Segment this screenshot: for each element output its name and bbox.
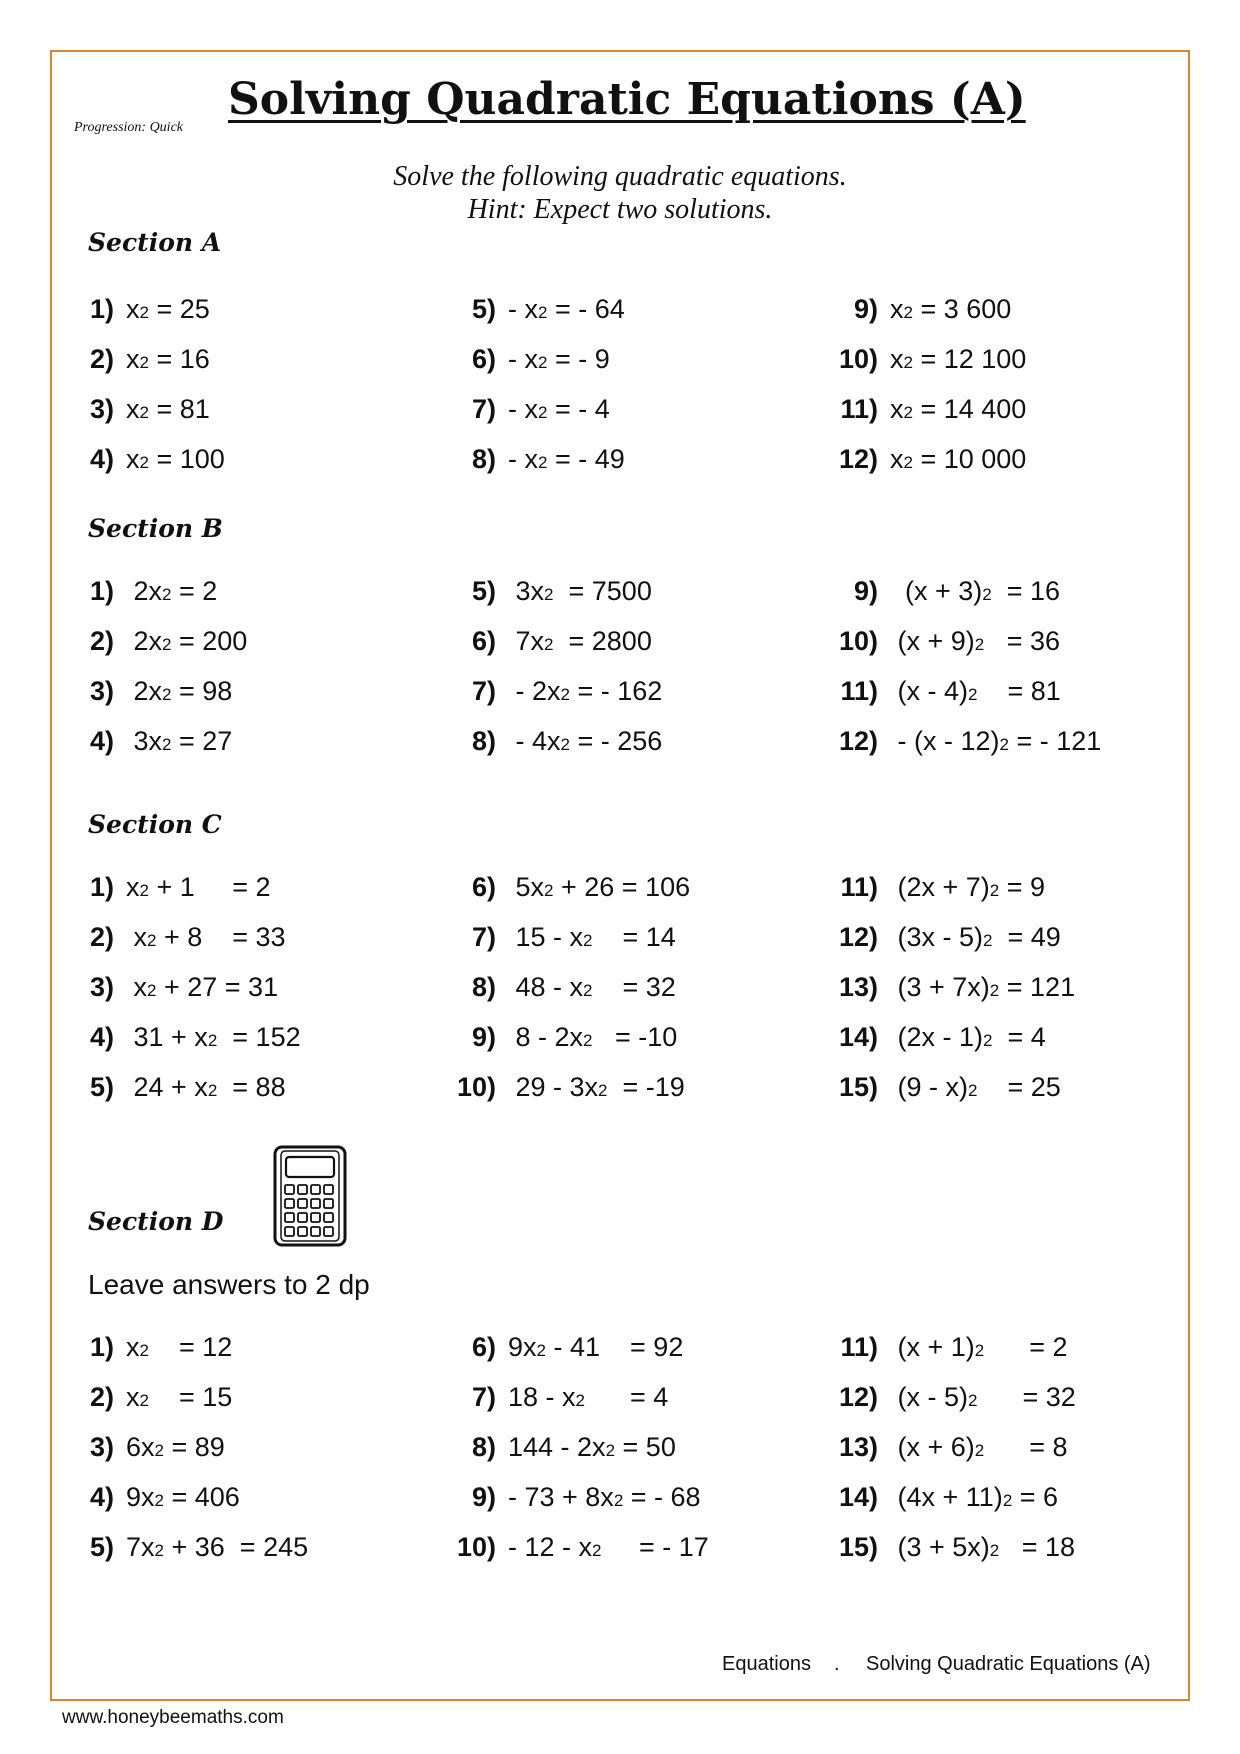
equation-term: 15 - x <box>508 922 584 952</box>
question-number: 9) <box>853 294 878 324</box>
question-item: 12) (3x - 5) 2 = 49 <box>808 924 1061 951</box>
question-number: 14) <box>838 1482 878 1512</box>
equation-rest: = 406 <box>164 1482 240 1512</box>
equation-rest: = 88 <box>217 1072 286 1102</box>
section-d-note: Leave answers to 2 dp <box>88 1269 370 1300</box>
equation-term: x <box>126 1332 140 1362</box>
question-item: 10) (x + 9) 2 = 36 <box>808 628 1060 655</box>
question-item: 3) 2x 2 = 98 <box>60 678 232 705</box>
question-item: 2) x 2 = 15 <box>60 1384 232 1411</box>
equation-rest: = 36 <box>984 626 1061 656</box>
question-number: 6) <box>471 1332 496 1362</box>
question-number: 12) <box>838 922 878 952</box>
equation-term: 2x <box>126 626 163 656</box>
equation-term: - (x - 12) <box>890 726 1000 756</box>
page-title: Solving Quadratic Equations (A) <box>228 74 1026 125</box>
footer-topic: Equations <box>722 1653 811 1675</box>
question-item: 8) 144 - 2x 2 = 50 <box>440 1434 676 1461</box>
equation-term: 29 - 3x <box>508 1072 599 1102</box>
equation-term: (2x - 1) <box>890 1022 984 1052</box>
equation-rest: = 7500 <box>553 576 652 606</box>
equation-term: 18 - x <box>508 1382 576 1412</box>
question-item: 9) - 73 + 8x 2 = - 68 <box>440 1484 701 1511</box>
question-number: 6) <box>471 872 496 902</box>
footer-separator: . <box>834 1653 840 1675</box>
question-number: 1) <box>89 294 114 324</box>
question-item: 12) - (x - 12) 2 = - 121 <box>808 728 1101 755</box>
equation-rest: = 9 <box>999 872 1046 902</box>
question-item: 1) x 2 = 25 <box>60 296 210 323</box>
question-number: 9) <box>471 1022 496 1052</box>
question-item: 15) (9 - x) 2 = 25 <box>808 1074 1061 1101</box>
equation-rest: = 2 <box>171 576 218 606</box>
question-number: 7) <box>471 394 496 424</box>
equation-term: x <box>126 394 140 424</box>
equation-rest: = 2 <box>984 1332 1068 1362</box>
equation-rest: + 1 = 2 <box>148 872 271 902</box>
equation-rest: = 121 <box>999 972 1076 1002</box>
equation-term: x <box>126 444 140 474</box>
question-item: 6) 7x 2 = 2800 <box>440 628 652 655</box>
equation-rest: = 50 <box>615 1432 676 1462</box>
equation-rest: = 10 000 <box>912 444 1027 474</box>
question-item: 11) (x - 4) 2 = 81 <box>808 678 1061 705</box>
question-number: 10) <box>456 1072 496 1102</box>
equation-rest: = 18 <box>999 1532 1076 1562</box>
question-number: 11) <box>840 1332 878 1362</box>
equation-term: (4x + 11) <box>890 1482 1003 1512</box>
question-number: 13) <box>838 1432 878 1462</box>
equation-rest: = 81 <box>977 676 1061 706</box>
equation-term: x <box>890 294 904 324</box>
equation-term: - 2x <box>508 676 561 706</box>
equation-term: x <box>126 872 140 902</box>
equation-rest: = -19 <box>607 1072 685 1102</box>
question-number: 6) <box>471 626 496 656</box>
question-number: 13) <box>838 972 878 1002</box>
question-item: 10) x 2 = 12 100 <box>808 346 1026 373</box>
question-item: 6) 5x 2 + 26 = 106 <box>440 874 690 901</box>
question-item: 5) 24 + x 2 = 88 <box>60 1074 286 1101</box>
question-number: 10) <box>838 626 878 656</box>
equation-term: 2x <box>126 576 163 606</box>
question-item: 5) 3x 2 = 7500 <box>440 578 652 605</box>
equation-term: x <box>126 344 140 374</box>
question-item: 4) 31 + x 2 = 152 <box>60 1024 301 1051</box>
equation-rest: = 25 <box>148 294 210 324</box>
question-item: 10) - 12 - x 2 = - 17 <box>440 1534 709 1561</box>
question-number: 1) <box>89 1332 114 1362</box>
equation-rest: = 14 <box>592 922 676 952</box>
question-item: 9) x 2 = 3 600 <box>808 296 1011 323</box>
question-number: 11) <box>840 676 878 706</box>
question-number: 4) <box>89 1022 114 1052</box>
website-url: www.honeybeemaths.com <box>62 1707 284 1728</box>
equation-term: 48 - x <box>508 972 584 1002</box>
section-b-title: Section B <box>88 514 223 543</box>
question-item: 11) x 2 = 14 400 <box>808 396 1026 423</box>
question-number: 2) <box>89 344 114 374</box>
question-item: 7) 18 - x 2 = 4 <box>440 1384 668 1411</box>
question-number: 3) <box>89 972 114 1002</box>
question-number: 11) <box>840 872 878 902</box>
equation-rest: = 81 <box>148 394 210 424</box>
equation-term: 8 - 2x <box>508 1022 584 1052</box>
question-number: 2) <box>89 626 114 656</box>
question-number: 12) <box>838 1382 878 1412</box>
question-number: 14) <box>838 1022 878 1052</box>
equation-term: (x - 5) <box>890 1382 968 1412</box>
equation-rest: = - 256 <box>569 726 663 756</box>
equation-rest: = - 64 <box>547 294 625 324</box>
equation-rest: = - 4 <box>547 394 610 424</box>
question-item: 7) 15 - x 2 = 14 <box>440 924 676 951</box>
question-number: 1) <box>89 872 114 902</box>
section-a-title: Section A <box>88 228 222 257</box>
question-item: 4) 3x 2 = 27 <box>60 728 232 755</box>
equation-rest: = 200 <box>171 626 248 656</box>
equation-term: (3x - 5) <box>890 922 984 952</box>
question-number: 10) <box>838 344 878 374</box>
question-number: 12) <box>838 726 878 756</box>
question-item: 2) x 2 + 8 = 33 <box>60 924 286 951</box>
instruction-line-1: Solve the following quadratic equations. <box>393 161 847 192</box>
equation-term: - 12 - x <box>508 1532 593 1562</box>
equation-rest: = 3 600 <box>912 294 1012 324</box>
equation-term: 2x <box>126 676 163 706</box>
question-item: 15) (3 + 5x) 2 = 18 <box>808 1534 1075 1561</box>
question-number: 5) <box>471 576 496 606</box>
question-number: 3) <box>89 1432 114 1462</box>
question-number: 4) <box>89 444 114 474</box>
equation-term: 3x <box>126 726 163 756</box>
equation-rest: = 4 <box>992 1022 1046 1052</box>
question-item: 14) (2x - 1) 2 = 4 <box>808 1024 1046 1051</box>
question-item: 2) 2x 2 = 200 <box>60 628 247 655</box>
question-number: 2) <box>89 1382 114 1412</box>
question-number: 8) <box>471 1432 496 1462</box>
equation-term: (9 - x) <box>890 1072 968 1102</box>
equation-rest: = 12 100 <box>912 344 1027 374</box>
question-item: 3) x 2 + 27 = 31 <box>60 974 278 1001</box>
question-item: 6) - x 2 = - 9 <box>440 346 610 373</box>
question-number: 6) <box>471 344 496 374</box>
equation-term: (x + 1) <box>890 1332 975 1362</box>
equation-rest: = 152 <box>217 1022 301 1052</box>
equation-rest: = -10 <box>592 1022 678 1052</box>
question-item: 7) - x 2 = - 4 <box>440 396 610 423</box>
footer-worksheet-title: Solving Quadratic Equations (A) <box>866 1653 1151 1675</box>
equation-term: - x <box>508 394 538 424</box>
question-item: 9) 8 - 2x 2 = -10 <box>440 1024 677 1051</box>
equation-rest: = 12 <box>148 1332 233 1362</box>
question-number: 3) <box>89 394 114 424</box>
equation-term: - x <box>508 294 538 324</box>
equation-term: 9x <box>126 1482 155 1512</box>
equation-rest: = 16 <box>148 344 210 374</box>
question-number: 15) <box>838 1072 878 1102</box>
equation-rest: = - 17 <box>601 1532 709 1562</box>
equation-term: (x + 9) <box>890 626 975 656</box>
equation-rest: = 32 <box>592 972 676 1002</box>
equation-term: x <box>126 294 140 324</box>
question-item: 8) - x 2 = - 49 <box>440 446 625 473</box>
section-d-title: Section D <box>88 1207 224 1236</box>
question-item: 10) 29 - 3x 2 = -19 <box>440 1074 685 1101</box>
question-item: 1) 2x 2 = 2 <box>60 578 217 605</box>
question-item: 2) x 2 = 16 <box>60 346 210 373</box>
equation-term: (2x + 7) <box>890 872 990 902</box>
equation-rest: = 6 <box>1012 1482 1059 1512</box>
equation-rest: = 16 <box>991 576 1061 606</box>
question-item: 9) (x + 3) 2 = 16 <box>808 578 1060 605</box>
question-item: 12) (x - 5) 2 = 32 <box>808 1384 1076 1411</box>
equation-rest: + 36 = 245 <box>164 1532 309 1562</box>
equation-rest: = 32 <box>977 1382 1076 1412</box>
equation-term: 7x <box>126 1532 155 1562</box>
equation-term: 6x <box>126 1432 155 1462</box>
question-number: 15) <box>838 1532 878 1562</box>
equation-rest: = 4 <box>585 1382 669 1412</box>
equation-rest: - 41 = 92 <box>546 1332 684 1362</box>
equation-rest: = - 49 <box>547 444 625 474</box>
instruction-line-2: Hint: Expect two solutions. <box>467 194 773 225</box>
equation-rest: = - 121 <box>1008 726 1102 756</box>
question-number: 5) <box>89 1532 114 1562</box>
equation-term: (x + 3) <box>890 576 983 606</box>
equation-term: x <box>890 344 904 374</box>
question-item: 8) 48 - x 2 = 32 <box>440 974 676 1001</box>
question-item: 11) (2x + 7) 2 = 9 <box>808 874 1045 901</box>
equation-rest: = - 162 <box>569 676 663 706</box>
equation-term: x <box>126 1382 140 1412</box>
question-item: 5) - x 2 = - 64 <box>440 296 625 323</box>
equation-term: - 73 + 8x <box>508 1482 614 1512</box>
equation-rest: + 26 = 106 <box>553 872 691 902</box>
equation-term: - 4x <box>508 726 561 756</box>
equation-rest: = 14 400 <box>912 394 1027 424</box>
equation-rest: + 27 = 31 <box>156 972 279 1002</box>
equation-rest: = 27 <box>171 726 233 756</box>
equation-term: 5x <box>508 872 545 902</box>
question-item: 3) 6x 2 = 89 <box>60 1434 225 1461</box>
question-item: 5) 7x 2 + 36 = 245 <box>60 1534 308 1561</box>
equation-rest: = 2800 <box>553 626 652 656</box>
question-number: 11) <box>840 394 878 424</box>
equation-term: 24 + x <box>126 1072 208 1102</box>
equation-term: x <box>126 922 148 952</box>
equation-rest: = 25 <box>977 1072 1061 1102</box>
equation-term: 9x <box>508 1332 537 1362</box>
question-number: 3) <box>89 676 114 706</box>
question-number: 9) <box>853 576 878 606</box>
section-c-title: Section C <box>88 810 222 839</box>
question-item: 13) (x + 6) 2 = 8 <box>808 1434 1068 1461</box>
equation-rest: + 8 = 33 <box>156 922 286 952</box>
equation-term: x <box>890 444 904 474</box>
equation-rest: = 15 <box>148 1382 233 1412</box>
equation-rest: = 8 <box>984 1432 1068 1462</box>
question-number: 5) <box>471 294 496 324</box>
question-item: 4) x 2 = 100 <box>60 446 225 473</box>
question-item: 11) (x + 1) 2 = 2 <box>808 1334 1068 1361</box>
calculator-icon <box>272 1144 348 1248</box>
question-number: 12) <box>838 444 878 474</box>
question-number: 8) <box>471 726 496 756</box>
question-number: 4) <box>89 726 114 756</box>
equation-rest: = 89 <box>164 1432 225 1462</box>
question-item: 1) x 2 + 1 = 2 <box>60 874 271 901</box>
question-number: 8) <box>471 444 496 474</box>
question-item: 12) x 2 = 10 000 <box>808 446 1026 473</box>
equation-rest: = 100 <box>148 444 225 474</box>
question-item: 14) (4x + 11) 2 = 6 <box>808 1484 1058 1511</box>
equation-term: 3x <box>508 576 545 606</box>
progression-label: Progression: Quick <box>74 120 183 135</box>
equation-term: x <box>890 394 904 424</box>
equation-term: 31 + x <box>126 1022 208 1052</box>
question-number: 7) <box>471 1382 496 1412</box>
equation-term: 7x <box>508 626 545 656</box>
question-number: 7) <box>471 922 496 952</box>
equation-term: 144 - 2x <box>508 1432 606 1462</box>
question-number: 5) <box>89 1072 114 1102</box>
question-number: 2) <box>89 922 114 952</box>
question-number: 1) <box>89 576 114 606</box>
question-item: 13) (3 + 7x) 2 = 121 <box>808 974 1075 1001</box>
question-item: 6) 9x 2 - 41 = 92 <box>440 1334 683 1361</box>
question-item: 4) 9x 2 = 406 <box>60 1484 240 1511</box>
question-item: 7) - 2x 2 = - 162 <box>440 678 662 705</box>
question-number: 8) <box>471 972 496 1002</box>
question-item: 8) - 4x 2 = - 256 <box>440 728 662 755</box>
equation-term: - x <box>508 444 538 474</box>
equation-rest: = 49 <box>992 922 1061 952</box>
equation-term: (x + 6) <box>890 1432 975 1462</box>
question-number: 10) <box>456 1532 496 1562</box>
question-number: 9) <box>471 1482 496 1512</box>
question-number: 4) <box>89 1482 114 1512</box>
question-item: 1) x 2 = 12 <box>60 1334 232 1361</box>
equation-term: (3 + 5x) <box>890 1532 990 1562</box>
equation-rest: = - 68 <box>623 1482 701 1512</box>
equation-term: x <box>126 972 148 1002</box>
question-number: 7) <box>471 676 496 706</box>
equation-rest: = 98 <box>171 676 233 706</box>
equation-rest: = - 9 <box>547 344 610 374</box>
question-item: 3) x 2 = 81 <box>60 396 210 423</box>
equation-term: - x <box>508 344 538 374</box>
equation-term: (x - 4) <box>890 676 968 706</box>
equation-term: (3 + 7x) <box>890 972 990 1002</box>
